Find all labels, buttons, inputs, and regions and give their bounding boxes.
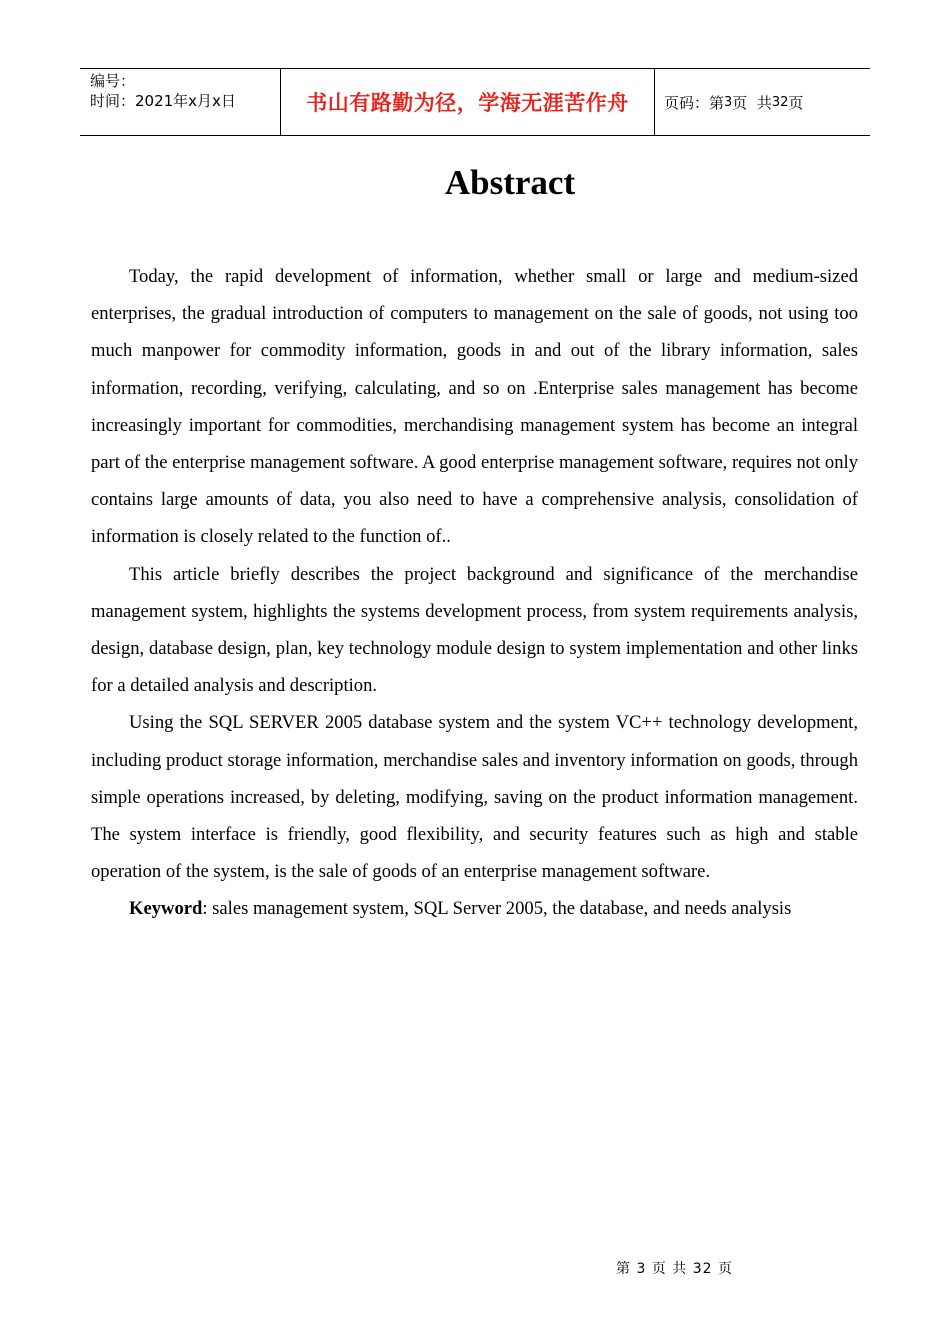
page-prefix: 页码：第 xyxy=(664,93,725,112)
keywords-line xyxy=(91,890,858,927)
abstract-paragraph-3: Using the SQL SERVER 2005 database system and the system VC++ technology development, including product storage information, merchandise sales and inventory information on goods, through simple operations increased, by deleting, modifying, saving on the product information management. The system interface is friendly, good flexibility, and security features such as high and stable operation of the system, is the sale of goods of an enterprise management software. xyxy=(91,712,858,883)
header-meta-cell xyxy=(80,69,281,135)
document-date: 时间：2021年x月x日 xyxy=(90,92,236,110)
page-total: 32 xyxy=(771,94,789,110)
abstract-body xyxy=(91,258,858,928)
abstract-paragraph-2: This article briefly describes the project background and significance of the merchandise management system, highlights the systems development process, from system requirements analysis, design, database design, plan, key technology module design to system implementation and other links for a detailed analysis and description. xyxy=(91,563,858,697)
header-motto: 书山有路勤为径，学海无涯苦作舟 xyxy=(281,69,655,135)
keywords-label: Keyword xyxy=(129,898,203,920)
keywords-text: : sales management system, SQL Server 2005, the database, and needs analysis xyxy=(202,898,792,920)
abstract-paragraph-1: Today, the rapid development of information, whether small or large and medium-sized enterprises, the gradual introduction of computers to management on the sale of goods, not using too much manpower for commodity information, goods in and out of the library information, sales information, recording, verifying, calculating, and so on .Enterprise sales management has become increasingly important for commodities, merchandising management system has become an integral part of the enterprise management software. A good enterprise management software, requires not only contains large amounts of data, you also need to have a comprehensive analysis, consolidation of information is closely related to the function of.. xyxy=(91,266,858,548)
page-title: Abstract xyxy=(444,163,576,202)
page-current: 3 xyxy=(724,94,733,110)
page-mid: 页 共 xyxy=(732,93,772,112)
page-suffix: 页 xyxy=(788,93,804,112)
page-footer: 第 3 页 共 32 页 xyxy=(616,1261,733,1277)
document-code-label: 编号： xyxy=(90,72,136,90)
page-header xyxy=(80,68,870,136)
header-page-number xyxy=(655,69,870,135)
